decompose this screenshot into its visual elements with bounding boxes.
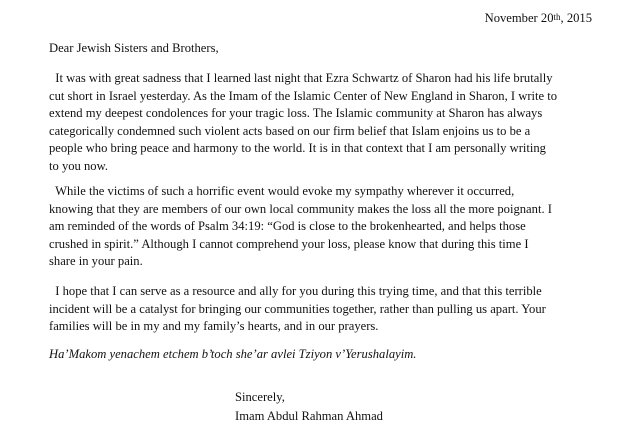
paragraph-line: am reminded of the words of Psalm 34:19: “God is close to the brokenhearted, and helps those xyxy=(49,219,526,234)
paragraph-line: incident will be a catalyst for bringing our communities together, rather than pulling us apart. Your xyxy=(49,301,546,316)
salutation: Dear Jewish Sisters and Brothers, xyxy=(49,41,219,55)
valediction: Sincerely, xyxy=(235,390,285,404)
paragraph-line: share in your pain. xyxy=(49,254,143,269)
date-year: , 2015 xyxy=(560,11,592,25)
paragraph-line: I hope that I can serve as a resource and ally for you during this trying time, and that this terrible xyxy=(49,284,542,298)
closing-blessing: Ha’Makom yenachem etchem b’toch she’ar avlei Tziyon v’Yerushalayim. xyxy=(49,347,417,361)
paragraph-sympathy xyxy=(49,183,609,271)
paragraph-line: people who bring peace and harmony to the world. It is in that context that I am personally writing xyxy=(49,141,546,156)
date-prefix: November 20 xyxy=(484,11,554,25)
paragraph-line: crushed in spirit.” Although I cannot comprehend your loss, please know that during this time I xyxy=(49,236,529,251)
paragraph-line: knowing that they are members of our own local community makes the loss all the more poignant. I xyxy=(49,201,552,216)
paragraph-line: While the victims of such a horrific event would evoke my sympathy wherever it occurred, xyxy=(49,184,515,198)
paragraph-hope xyxy=(49,283,609,336)
signoff-block xyxy=(235,388,383,426)
signer-name: Imam Abdul Rahman Ahmad xyxy=(235,409,383,423)
paragraph-line: families will be in my and my family’s hearts, and in our prayers. xyxy=(49,319,379,334)
paragraph-line: extend my deepest condolences for your tragic loss. The Islamic community at Sharon has always xyxy=(49,106,543,121)
date-ordinal-suffix: th xyxy=(553,12,561,22)
paragraph-line: categorically condemned such violent acts based on our firm belief that Islam enjoins us to be a xyxy=(49,123,531,138)
paragraph-line: It was with great sadness that I learned last night that Ezra Schwartz of Sharon had his life brutally xyxy=(49,71,553,85)
paragraph-line: cut short in Israel yesterday. As the Imam of the Islamic Center of New England in Sharon, I write to xyxy=(49,88,558,103)
paragraph-line: to you now. xyxy=(49,158,109,173)
letter-date xyxy=(485,9,592,28)
paragraph-condolence xyxy=(49,70,609,176)
